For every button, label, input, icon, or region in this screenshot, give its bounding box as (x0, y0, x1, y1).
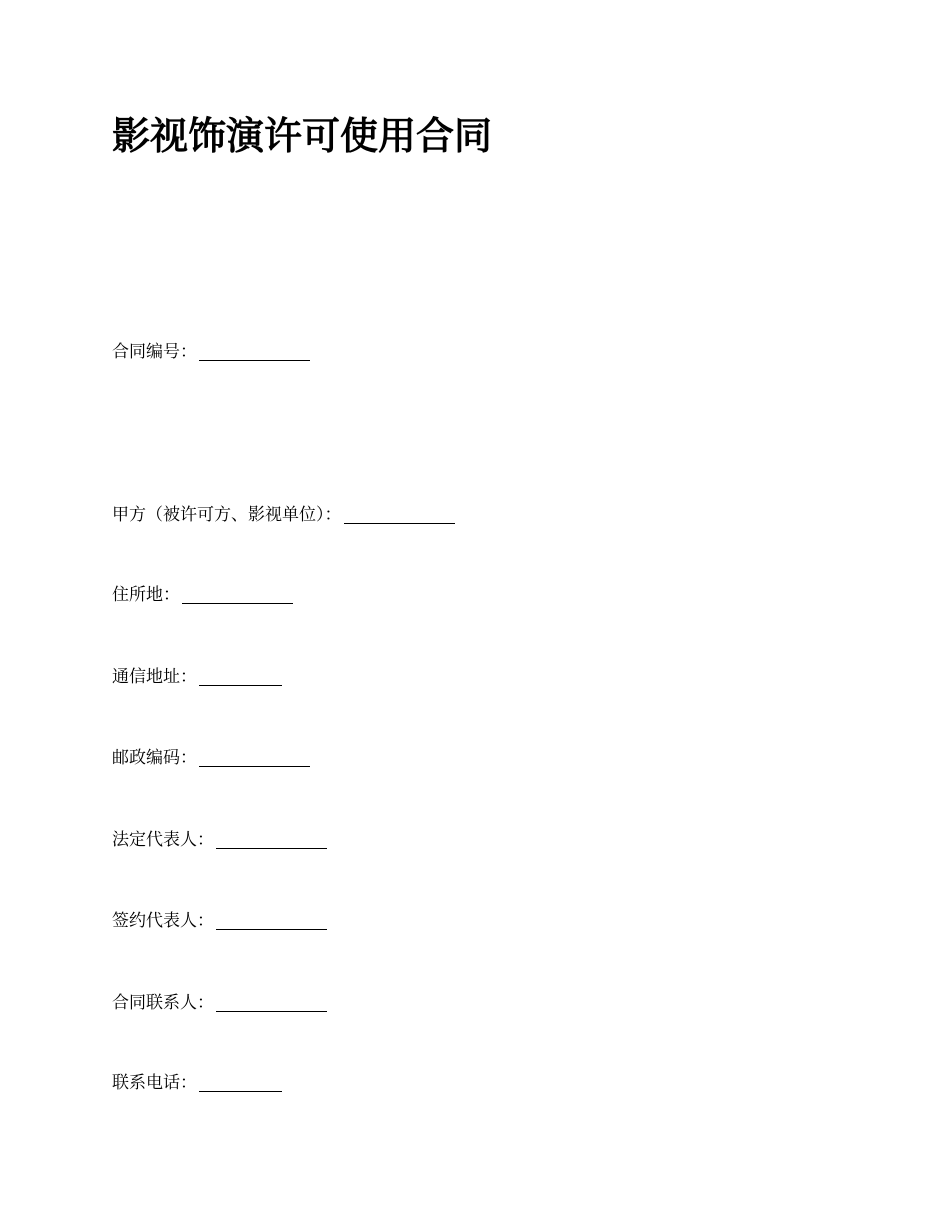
contract-number-blank[interactable] (199, 342, 310, 361)
postal-code-blank[interactable] (199, 748, 310, 767)
contract-number-field (112, 340, 310, 364)
contact-phone-field (112, 1071, 282, 1095)
address-label: 住所地： (112, 585, 180, 605)
party-a-field (112, 503, 455, 527)
legal-rep-blank[interactable] (216, 830, 327, 849)
postal-code-label: 邮政编码： (112, 748, 197, 768)
mail-address-label: 通信地址： (112, 667, 197, 687)
address-field (112, 583, 293, 607)
signing-rep-field (112, 909, 327, 933)
contact-person-label: 合同联系人： (112, 993, 214, 1013)
legal-rep-field (112, 828, 327, 852)
contact-phone-blank[interactable] (199, 1073, 282, 1092)
contact-person-field (112, 991, 327, 1015)
signing-rep-blank[interactable] (216, 911, 327, 930)
contact-person-blank[interactable] (216, 993, 327, 1012)
party-a-blank[interactable] (344, 505, 455, 524)
signing-rep-label: 签约代表人： (112, 911, 214, 931)
party-a-label: 甲方（被许可方、影视单位）： (112, 505, 342, 525)
mail-address-field (112, 665, 282, 689)
legal-rep-label: 法定代表人： (112, 830, 214, 850)
contact-phone-label: 联系电话： (112, 1073, 197, 1093)
postal-code-field (112, 746, 310, 770)
mail-address-blank[interactable] (199, 667, 282, 686)
address-blank[interactable] (182, 585, 293, 604)
contract-number-label: 合同编号： (112, 342, 197, 362)
document-title: 影视饰演许可使用合同 (112, 113, 493, 158)
